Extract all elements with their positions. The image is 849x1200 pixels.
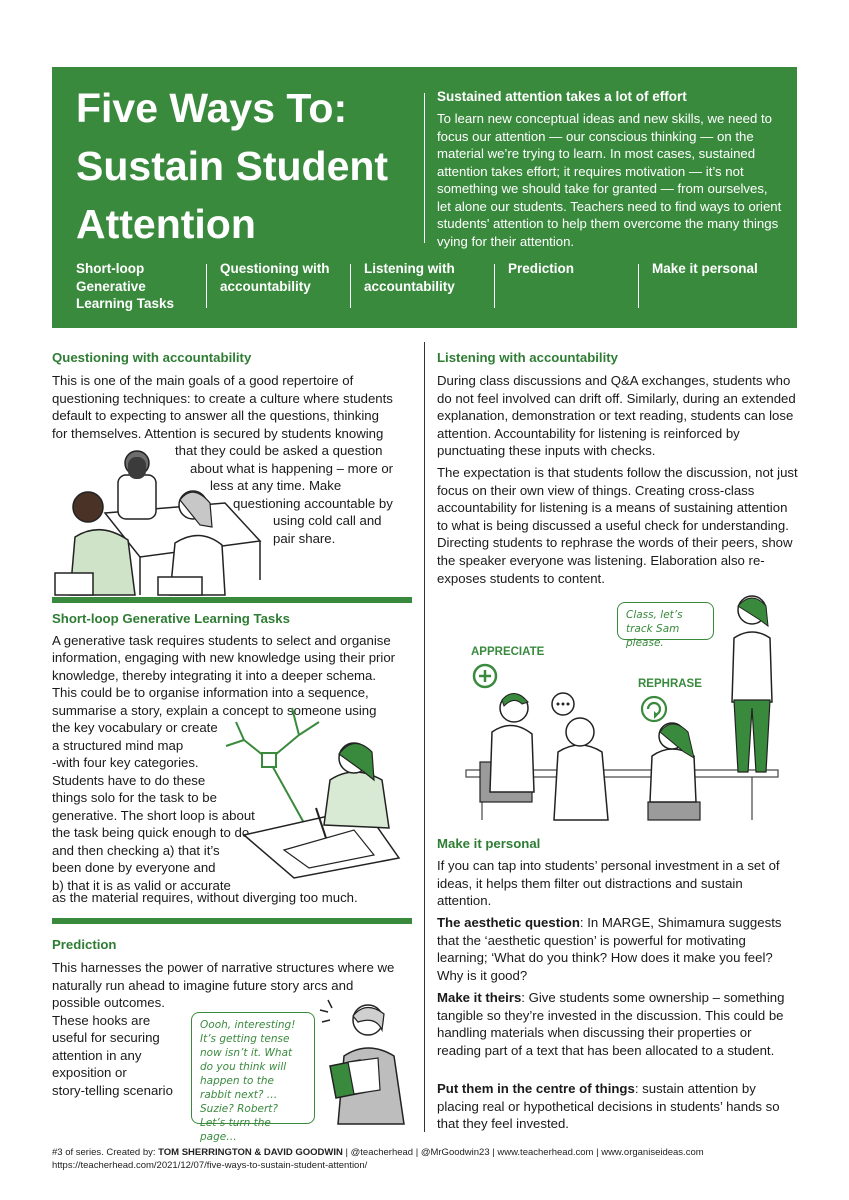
text-line: -with four key categories.: [52, 755, 199, 770]
text-line: This is one of the main goals of a good repertoire of: [52, 373, 354, 388]
text-line: a structured mind map: [52, 738, 184, 753]
title-line-2: Sustain Student: [76, 143, 389, 189]
text-line: summarise a story, explain a concept to someone using: [52, 703, 377, 718]
intro-heading: Sustained attention takes a lot of effort: [437, 89, 687, 104]
make-it-theirs-heading: Make it theirs: [437, 990, 522, 1005]
text-line: These hooks are: [52, 1013, 151, 1028]
way-item-4: Prediction: [508, 261, 575, 276]
prediction-speech-bubble: Oooh, interesting! It’s getting tense now isn’t it. What do you think will happen to the rabbit next? … Suzie? Robert? Let’s turn the page…: [191, 1012, 315, 1124]
classroom-listening-illustration: [462, 592, 782, 822]
footer-url[interactable]: https://teacherhead.com/2021/12/07/five-ways-to-sustain-student-attention/: [52, 1160, 368, 1171]
way-separator: [206, 264, 207, 308]
text-line: This harnesses the power of narrative structures where we: [52, 960, 395, 975]
column-divider: [424, 342, 425, 1132]
text-line: naturally run ahead to imagine future story arcs and: [52, 978, 354, 993]
text-line: This could be to organise information into a sequence,: [52, 685, 369, 700]
way-item-3: Listening with accountability: [364, 261, 455, 294]
section-bar: [52, 918, 412, 924]
personal-title: Make it personal: [437, 836, 541, 851]
text-line: for themselves. Attention is secured by students knowing: [52, 426, 384, 441]
text-line: story-telling scenario: [52, 1083, 173, 1098]
text-line: as the material requires, without diverging too much.: [52, 890, 358, 905]
text-line: knowledge, thereby integrating it into a deeper schema.: [52, 668, 377, 683]
way-item-1: Short-loop Generative Learning Tasks: [76, 261, 175, 311]
way-item-2: Questioning with accountability: [220, 261, 330, 294]
way-separator: [638, 264, 639, 308]
text-line: things solo for the task to be: [52, 790, 217, 805]
make-it-theirs-text: : Give students some ownership – something tangible so they’re invested in the discussion. This could be handling materials when discussing their properties or reading part of a text that has been allocated to a student.: [437, 990, 785, 1058]
text-line: information, engaging with new knowledge using their prior: [52, 650, 396, 665]
listening-paragraph-2: The expectation is that students follow the discussion, not just focus on their own view of things. Creating cross-class accountability for listening is a means of sustaining attention to what is being discussed a useful check for understanding. Directing students to rephrase the words of their peers, show the speaker everyone was listening. Elaboration also re-exposes students to content.: [437, 465, 798, 586]
text-line: less at any time. Make: [210, 478, 342, 493]
text-line: been done by everyone and: [52, 860, 216, 875]
header-banner: [52, 67, 797, 328]
listening-title: Listening with accountability: [437, 350, 618, 365]
text-line: exposition or: [52, 1065, 127, 1080]
text-line: pair share.: [273, 531, 336, 546]
rephrase-label: REPHRASE: [638, 678, 702, 690]
header-divider: [424, 93, 425, 243]
page-title: [76, 79, 406, 253]
centre-of-things-heading: Put them in the centre of things: [437, 1081, 635, 1096]
text-line: useful for securing: [52, 1030, 160, 1045]
text-line: that they could be asked a question: [175, 443, 383, 458]
footer-prefix: #3 of series. Created by:: [52, 1147, 159, 1158]
footer: [52, 1146, 797, 1172]
listening-paragraph-1: During class discussions and Q&A exchanges, students who do not feel involved can drift off. Similarly, during an extended explanation, demonstration or text reading, students can lose attention. Accountability for listening is reinforced by punctuating these inputs with checks.: [437, 373, 796, 459]
personal-paragraph-2: [437, 914, 799, 984]
intro-text: To learn new conceptual ideas and new skills, we need to focus our attention — our conscious thinking — on the material we’re trying to learn. In most cases, sustained attention takes effort; it requires motivation — it’s not something we should take for granted — from ourselves, let alone our students. Teachers need to find ways to orient students' attention to help them overcome the many things vying for their attention.: [437, 111, 782, 249]
title-line-3: Attention: [76, 201, 256, 247]
ways-list: [52, 260, 797, 320]
way-separator: [350, 264, 351, 308]
text-line: default to expecting to answer all the questions, thinking: [52, 408, 379, 423]
way-separator: [494, 264, 495, 308]
prediction-title: Prediction: [52, 937, 117, 952]
text-line: and then checking a) that it’s: [52, 843, 220, 858]
text-line: possible outcomes.: [52, 995, 165, 1010]
text-line: generative. The short loop is about: [52, 808, 255, 823]
text-line: the task being quick enough to do: [52, 825, 250, 840]
text-line: attention in any: [52, 1048, 142, 1063]
questioning-title: Questioning with accountability: [52, 350, 252, 365]
aesthetic-question-heading: The aesthetic question: [437, 915, 580, 930]
teacher-reading-illustration: [318, 996, 414, 1124]
mind-map-illustration: [224, 700, 414, 880]
text-line: questioning accountable by: [233, 496, 393, 511]
personal-paragraph-3: [437, 989, 799, 1059]
title-line-1: Five Ways To:: [76, 85, 348, 131]
personal-paragraph-1: If you can tap into students’ personal investment in a set of ideas, it helps them filter out distractions and sustain attention.: [437, 858, 780, 909]
aesthetic-question-text: : In MARGE, Shimamura suggests that the ‘aesthetic question’ is powerful for motivating learning; ‘What do you think? How does it make you feel? Why is it good?: [437, 915, 782, 983]
personal-paragraph-4: [437, 1080, 799, 1133]
appreciate-label: APPRECIATE: [471, 646, 545, 658]
listening-speech-bubble: Class, let’s track Sam please.: [617, 602, 714, 640]
group-discussion-illustration: [50, 445, 270, 597]
text-line: Students have to do these: [52, 773, 206, 788]
footer-authors: TOM SHERRINGTON & DAVID GOODWIN: [158, 1147, 343, 1158]
text-line: about what is happening – more or: [190, 461, 394, 476]
text-line: using cold call and: [273, 513, 382, 528]
way-item-5: Make it personal: [652, 261, 758, 276]
text-line: the key vocabulary or create: [52, 720, 218, 735]
section-bar: [52, 597, 412, 603]
footer-links: | @teacherhead | @MrGoodwin23 | www.teacherhead.com | www.organiseideas.com: [342, 1147, 704, 1158]
text-line: b) that it is as valid or accurate: [52, 878, 231, 893]
text-line: questioning techniques: to create a culture where students: [52, 391, 393, 406]
intro-block: [437, 89, 782, 250]
centre-of-things-text: : sustain attention by placing real or hypothetical decisions in students’ hands so that they feel invested.: [437, 1081, 780, 1132]
text-line: A generative task requires students to select and organise: [52, 633, 391, 648]
shortloop-title: Short-loop Generative Learning Tasks: [52, 611, 290, 626]
